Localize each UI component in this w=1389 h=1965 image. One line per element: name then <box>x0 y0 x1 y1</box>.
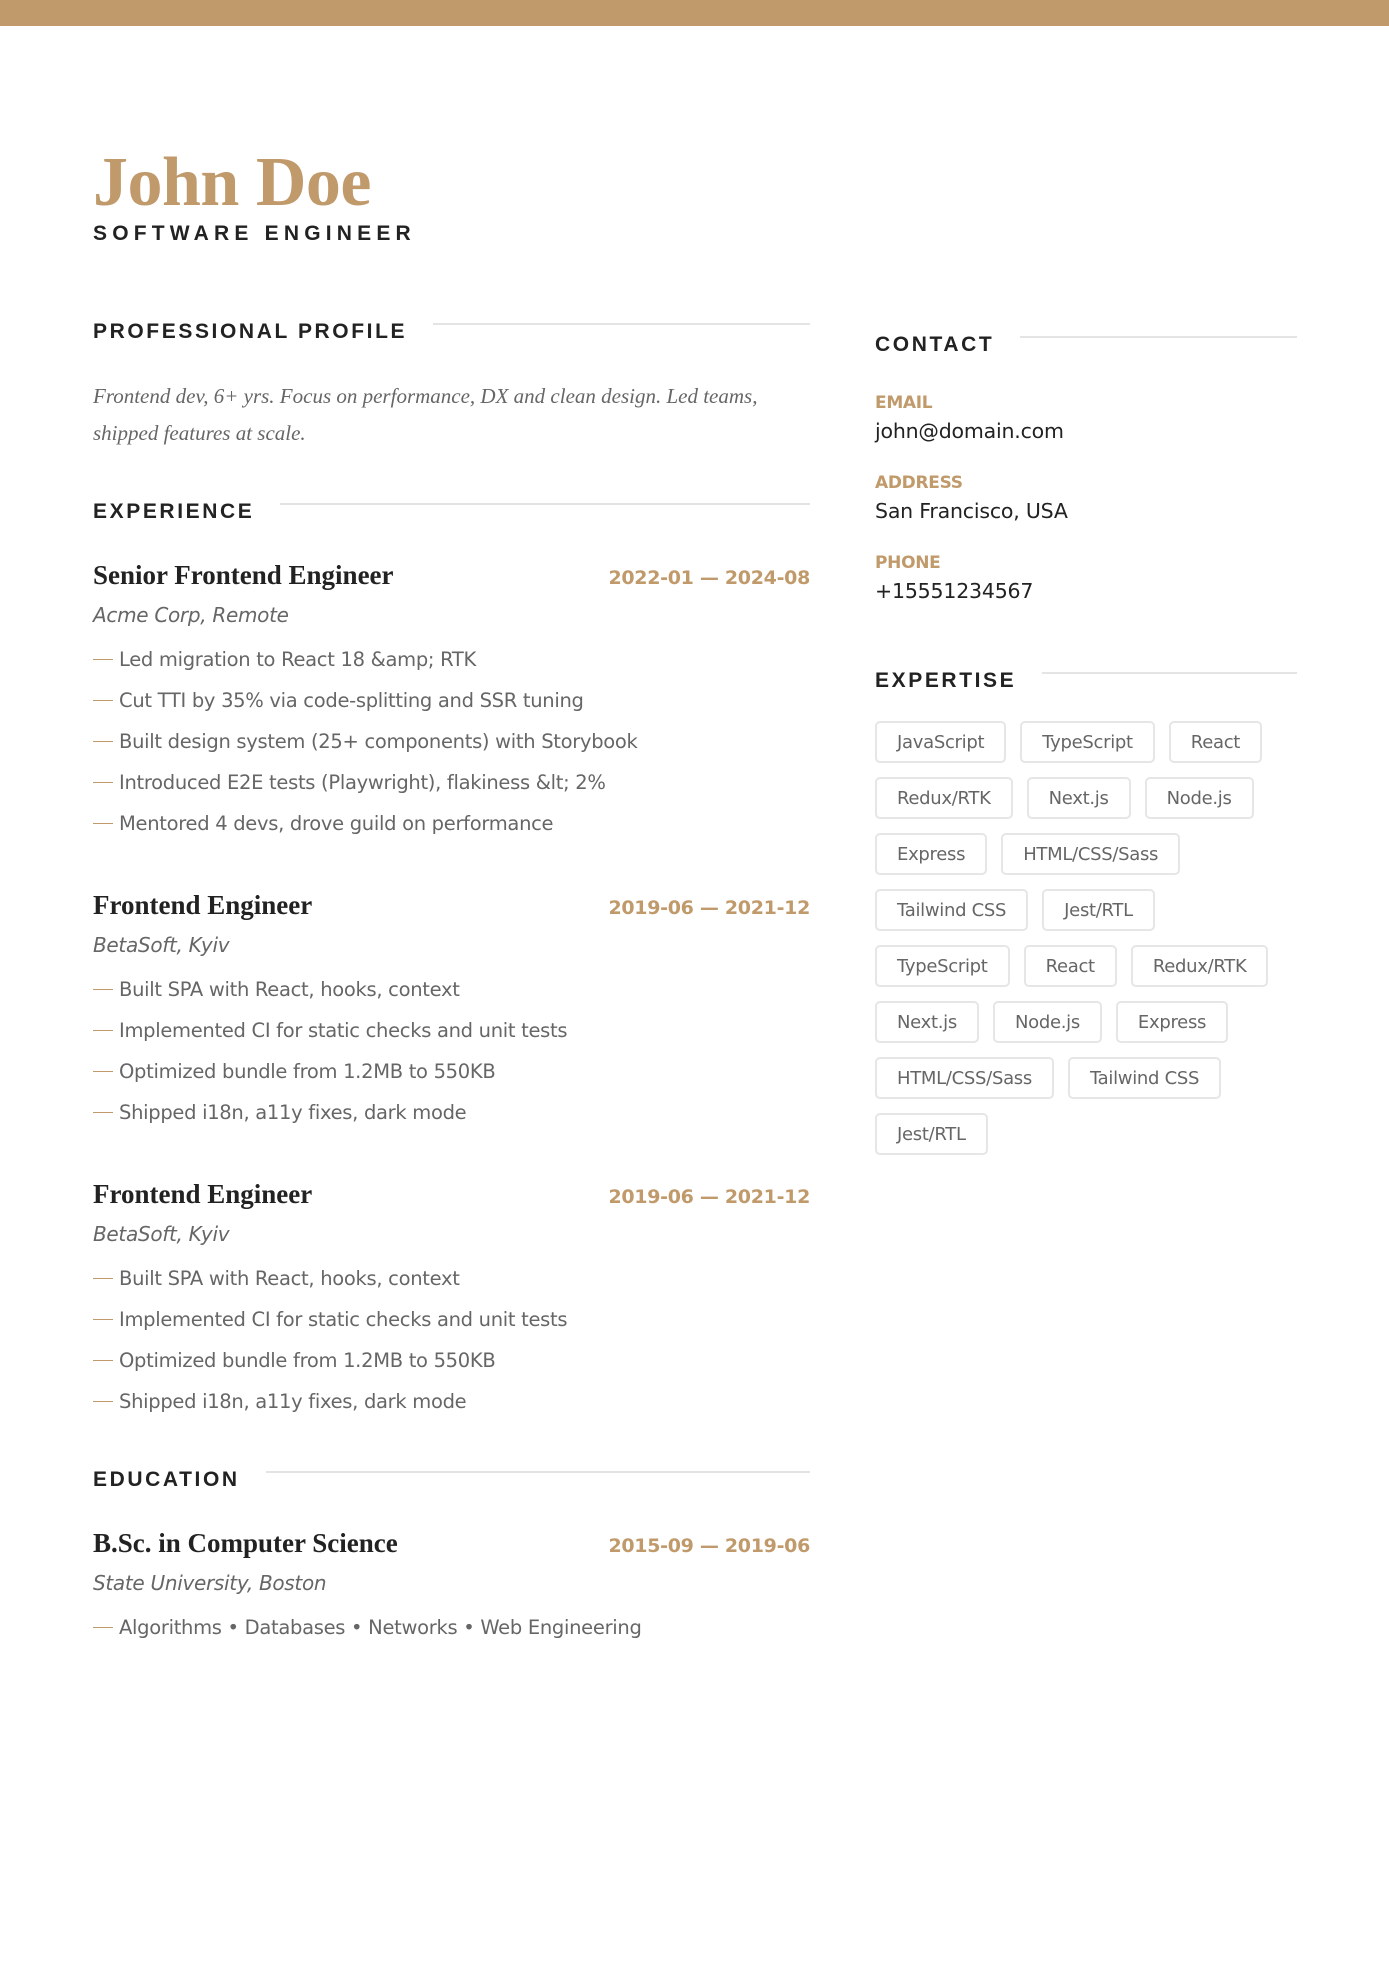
bullet-item <box>93 1299 810 1340</box>
section-divider <box>1020 336 1297 338</box>
skill-tags <box>875 721 1295 1155</box>
dash-icon <box>93 700 113 702</box>
job-title: Senior Frontend Engineer <box>93 560 394 590</box>
skill-tag: Node.js <box>993 1001 1102 1043</box>
education-section <box>93 1468 810 1648</box>
section-divider <box>280 503 810 505</box>
skill-tag: Express <box>1116 1001 1228 1043</box>
skill-tag: Tailwind CSS <box>1068 1057 1221 1099</box>
bullet-item <box>93 1340 810 1381</box>
section-heading-label: PROFESSIONAL PROFILE <box>93 320 408 343</box>
section-heading <box>93 500 810 524</box>
bullet-text: Optimized bundle from 1.2MB to 550KB <box>119 1060 496 1083</box>
dash-icon <box>93 1278 113 1280</box>
section-heading <box>93 320 810 344</box>
job-organization: BetaSoft, Kyiv <box>93 933 230 957</box>
job-bullets <box>93 1258 810 1422</box>
bullet-text: Built design system (25+ components) with Storybook <box>119 730 638 753</box>
skill-tag: Jest/RTL <box>1042 889 1155 931</box>
bullet-item <box>93 803 810 844</box>
contact-email <box>875 393 1297 443</box>
skill-tag: Express <box>875 833 987 875</box>
contact-label: EMAIL <box>875 393 933 413</box>
section-heading <box>875 333 1297 357</box>
dash-icon <box>93 659 113 661</box>
skill-tag: React <box>1169 721 1262 763</box>
dash-icon <box>93 1030 113 1032</box>
accent-top-bar <box>0 0 1389 26</box>
bullet-item <box>93 969 810 1010</box>
school-name: State University, Boston <box>93 1571 327 1595</box>
bullet-text: Algorithms • Databases • Networks • Web Engineering <box>119 1616 642 1639</box>
experience-section <box>93 500 810 1422</box>
job-title: Frontend Engineer <box>93 1179 313 1209</box>
skill-tag: Tailwind CSS <box>875 889 1028 931</box>
bullet-item <box>93 1607 810 1648</box>
section-heading-label: EXPERIENCE <box>93 500 255 523</box>
section-divider <box>1042 672 1297 674</box>
job-dates: 2019-06 — 2021-12 <box>608 897 810 919</box>
dash-icon <box>93 1627 113 1629</box>
bullet-text: Optimized bundle from 1.2MB to 550KB <box>119 1349 496 1372</box>
contact-label: ADDRESS <box>875 473 963 493</box>
skill-tag: Jest/RTL <box>875 1113 988 1155</box>
dash-icon <box>93 1071 113 1073</box>
bullet-item <box>93 1010 810 1051</box>
phone-value[interactable]: +15551234567 <box>875 579 1034 603</box>
bullet-text: Mentored 4 devs, drove guild on performance <box>119 812 554 835</box>
main-column <box>93 320 810 1648</box>
bullet-text: Led migration to React 18 &amp; RTK <box>119 648 477 671</box>
skill-tag: Redux/RTK <box>875 777 1013 819</box>
dash-icon <box>93 1401 113 1403</box>
skill-tag: TypeScript <box>875 945 1010 987</box>
bullet-item <box>93 721 810 762</box>
education-dates: 2015-09 — 2019-06 <box>608 1535 810 1557</box>
bullet-item <box>93 1051 810 1092</box>
candidate-role: SOFTWARE ENGINEER <box>93 222 416 245</box>
skill-tag: Redux/RTK <box>1131 945 1269 987</box>
bullet-text: Cut TTI by 35% via code-splitting and SSR tuning <box>119 689 584 712</box>
bullet-item <box>93 680 810 721</box>
education-bullets <box>93 1607 810 1648</box>
resume-header <box>93 144 416 246</box>
skill-tag: Next.js <box>1027 777 1131 819</box>
skill-tag: React <box>1024 945 1117 987</box>
education-entry <box>93 1528 810 1648</box>
dash-icon <box>93 782 113 784</box>
bullet-item <box>93 1381 810 1422</box>
job-dates: 2019-06 — 2021-12 <box>608 1186 810 1208</box>
contact-label: PHONE <box>875 553 941 573</box>
job-entry <box>93 890 810 1133</box>
skill-tag: TypeScript <box>1020 721 1155 763</box>
expertise-section <box>875 669 1297 1155</box>
section-heading <box>875 669 1297 693</box>
bullet-text: Built SPA with React, hooks, context <box>119 1267 460 1290</box>
email-value[interactable]: john@domain.com <box>875 419 1064 443</box>
bullet-text: Shipped i18n, a11y fixes, dark mode <box>119 1390 467 1413</box>
job-organization: BetaSoft, Kyiv <box>93 1222 230 1246</box>
dash-icon <box>93 1112 113 1114</box>
dash-icon <box>93 823 113 825</box>
job-dates: 2022-01 — 2024-08 <box>608 567 810 589</box>
section-heading-label: EXPERTISE <box>875 669 1017 692</box>
dash-icon <box>93 1319 113 1321</box>
section-heading <box>93 1468 810 1492</box>
address-value: San Francisco, USA <box>875 499 1068 523</box>
skill-tag: Node.js <box>1145 777 1254 819</box>
skill-tag: HTML/CSS/Sass <box>875 1057 1054 1099</box>
skill-tag: HTML/CSS/Sass <box>1001 833 1180 875</box>
job-bullets <box>93 969 810 1133</box>
job-entry <box>93 560 810 844</box>
contact-phone <box>875 553 1297 603</box>
bullet-item <box>93 1258 810 1299</box>
dash-icon <box>93 741 113 743</box>
section-divider <box>266 1471 810 1473</box>
profile-section <box>93 320 810 452</box>
sidebar-column <box>875 333 1297 1155</box>
job-organization: Acme Corp, Remote <box>93 603 289 627</box>
candidate-name: John Doe <box>93 144 371 221</box>
degree-title: B.Sc. in Computer Science <box>93 1528 398 1558</box>
job-title: Frontend Engineer <box>93 890 313 920</box>
skill-tag: Next.js <box>875 1001 979 1043</box>
bullet-text: Implemented CI for static checks and unit tests <box>119 1308 568 1331</box>
profile-summary: Frontend dev, 6+ yrs. Focus on performance, DX and clean design. Led teams, shipped features at scale. <box>93 384 758 445</box>
bullet-text: Shipped i18n, a11y fixes, dark mode <box>119 1101 467 1124</box>
contact-address <box>875 473 1297 523</box>
bullet-text: Introduced E2E tests (Playwright), flakiness &lt; 2% <box>119 771 606 794</box>
bullet-text: Implemented CI for static checks and unit tests <box>119 1019 568 1042</box>
section-heading-label: CONTACT <box>875 333 995 356</box>
bullet-item <box>93 639 810 680</box>
skill-tag: JavaScript <box>875 721 1006 763</box>
job-bullets <box>93 639 810 844</box>
bullet-item <box>93 762 810 803</box>
section-heading-label: EDUCATION <box>93 1468 240 1491</box>
bullet-text: Built SPA with React, hooks, context <box>119 978 460 1001</box>
dash-icon <box>93 1360 113 1362</box>
dash-icon <box>93 989 113 991</box>
job-entry <box>93 1179 810 1422</box>
contact-section <box>875 333 1297 603</box>
section-divider <box>433 323 810 325</box>
bullet-item <box>93 1092 810 1133</box>
